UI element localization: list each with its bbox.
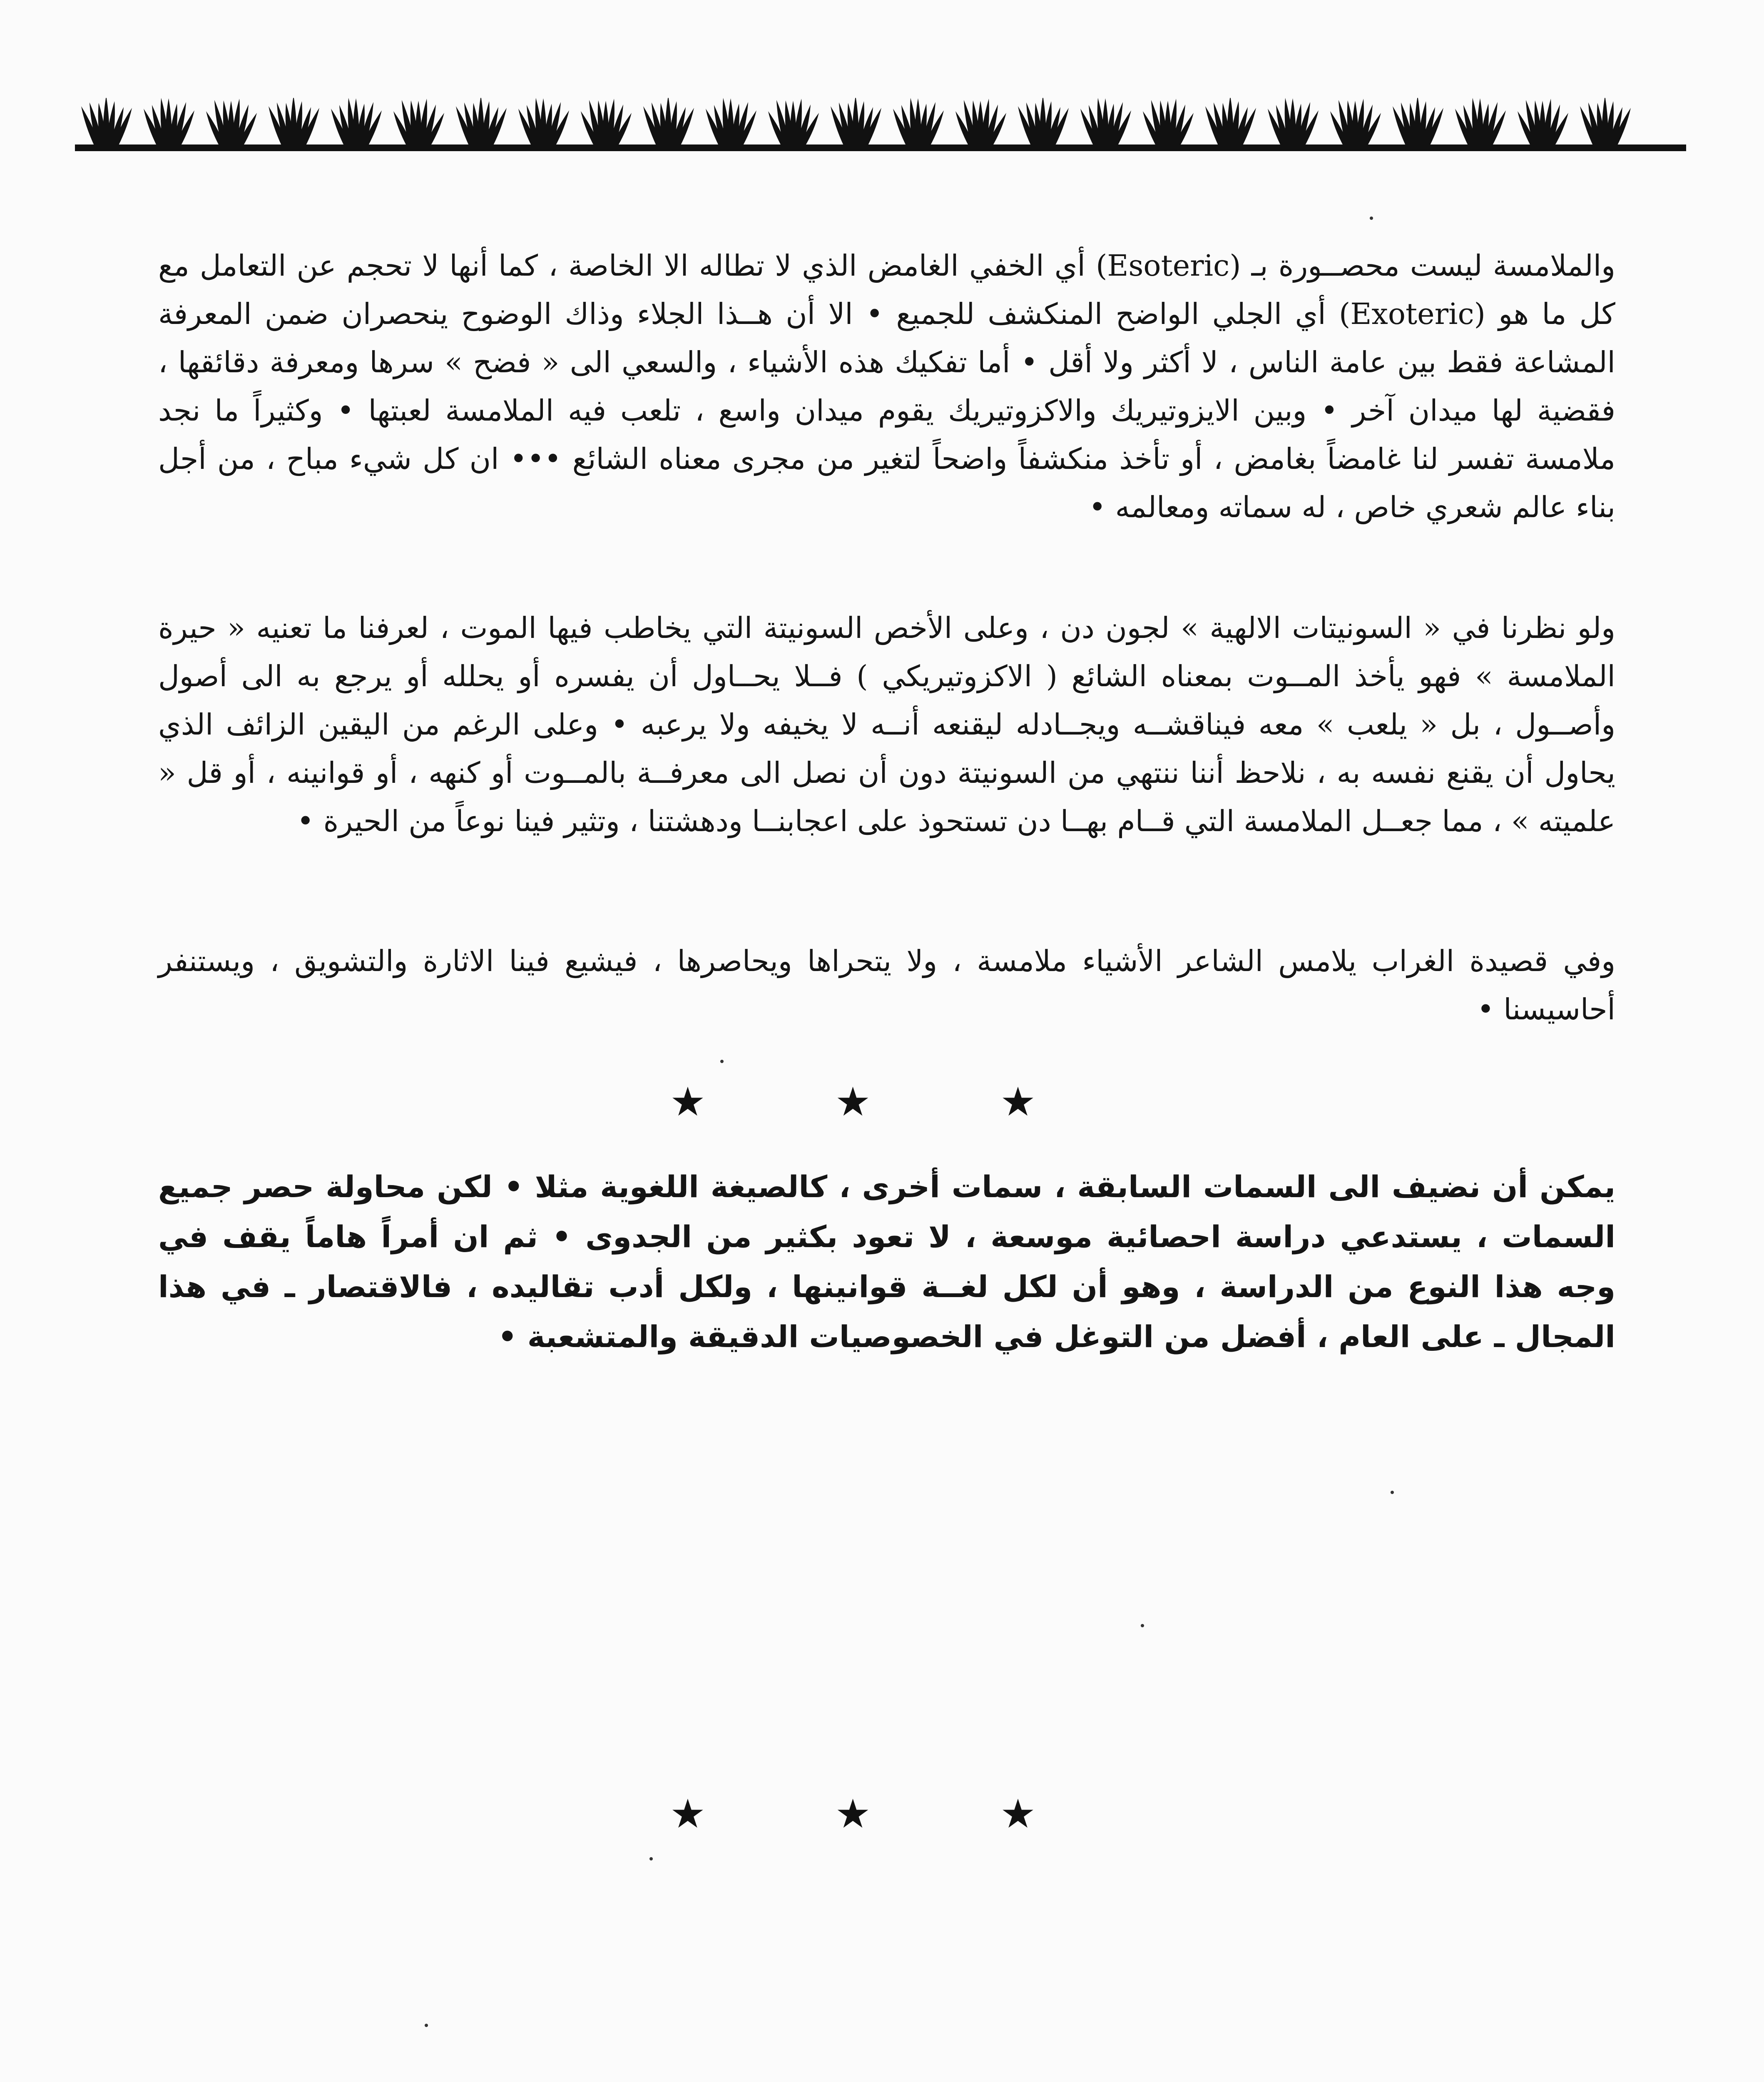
grass-tuft-icon	[393, 99, 444, 146]
grass-tuft-icon	[1580, 98, 1631, 146]
grass-tuft-icon	[456, 98, 507, 146]
paragraph-esoteric-exoteric: والملامسة ليست محصــورة بـ (Esoteric) أي الخفي الغامض الذي لا تطاله الا الخاصة ، كما أنها لا تحجم عن التعامل مع كل ما هو (Exoteric) أي الجلي الواضح المنكشف للجميع • الا أن هــذا الجلاء وذاك الوضوح ينحصران ضمن المعرفة المشاعة فقط بين عامة الناس ، لا أكثر ولا أقل • أما تفكيك هذه الأشياء ، والسعي الى « فضح » سرها ومعرفة دقائقها ، فقضية لها ميدان آخر • وبين الايزوتيريك والاكزوتيريك يقوم ميدان واسع ، تلعب فيه الملامسة لعبتها • وكثيراً ما نجد ملامسة تفسر لنا غامضاً بغامض ، أو تأخذ منكشفاً واضحاً لتغير من مجرى معناه الشائع ••• ان كل شيء مباح ، من أجل بناء عالم شعري خاص ، له سماته ومعالمه •	[158, 249, 1615, 524]
grass-tuft-icon	[1330, 99, 1381, 146]
grass-tuft-icon	[893, 98, 944, 146]
scan-speck	[1370, 217, 1373, 220]
grass-tuft-icon	[1080, 98, 1131, 146]
grass-tuft-icon	[1205, 98, 1256, 146]
grass-tuft-icon	[706, 98, 756, 146]
scan-speck	[1391, 1491, 1394, 1494]
section-separator-stars-lower: ★ ★ ★	[669, 1791, 1095, 1837]
grass-tuft-icon	[1393, 98, 1443, 146]
grass-tuft-icon	[581, 99, 632, 146]
grass-tuft-icon	[144, 98, 194, 146]
section-separator-stars: ★ ★ ★	[669, 1078, 1095, 1125]
scan-speck	[425, 2024, 428, 2027]
grass-tuft-icon	[643, 98, 694, 146]
grass-tuft-icon	[81, 98, 132, 146]
grass-tuft-icon	[831, 98, 881, 146]
scan-speck	[1141, 1624, 1144, 1627]
scan-speck	[720, 1060, 724, 1063]
scan-speck	[649, 1857, 653, 1860]
grass-tuft-icon	[1143, 99, 1194, 146]
grass-tuft-icon	[1268, 98, 1319, 146]
paragraph-donne-sonnets: ولو نظرنا في « السونيتات الالهية » لجون دن ، وعلى الأخص السونيتة التي يخاطب فيها الموت ، لعرفنا ما تعنيه « حيرة الملامسة » فهو يأخذ المــوت بمعناه الشائع ( الاكزوتيريكي ) فــلا يحــاول أن يفسره أو يحلله أو يرجع به الى أصول وأصــول ، بل « يلعب » معه فيناقشــه ويجــادله ليقنعه أنــه لا يخيفه ولا يرعبه • وعلى الرغم من اليقين الزائف الذي يحاول أن يقنع نفسه به ، نلاحظ أننا ننتهي من السونيتة دون أن نصل الى معرفــة بالمــوت أو كنهه ، أو قوانينه ، أو قل « علميته » ، مما جعــل الملامسة التي قــام بهــا دن تستحوذ على اعجابنــا ودهشتنا ، وتثير فينا نوعاً من الحيرة •	[158, 611, 1616, 838]
grass-tuft-icon	[1018, 98, 1069, 146]
decorative-border-icon	[75, 98, 1686, 160]
grass-tuft-icon	[955, 99, 1006, 146]
paragraph-conclusion-bold: يمكن أن نضيف الى السمات السابقة ، سمات أخرى ، كالصيغة اللغوية مثلا • لكن محاولة حصر جميع السمات ، يستدعي دراسة احصائية موسعة ، لا تعود بكثير من الجدوى • ثم ان أمراً هاماً يقف في وجه هذا النوع من الدراسة ، وهو أن لكل لغــة قوانينها ، ولكل أدب تقاليده ، فالاقتصار ـ في هذا المجال ـ على العام ، أفضل من التوغل في الخصوصيات الدقيقة والمتشعبة •	[158, 1169, 1615, 1354]
grass-tuft-icon	[768, 99, 819, 146]
paragraph-raven-poem: وفي قصيدة الغراب يلامس الشاعر الأشياء ملامسة ، ولا يتحراها ويحاصرها ، فيشيع فينا الاثارة والتشويق ، ويستنفر أحاسيسنا •	[158, 944, 1615, 1026]
ornament-baseline	[75, 144, 1686, 151]
grass-tuft-icon	[331, 98, 382, 146]
grass-tuft-icon	[206, 99, 257, 146]
grass-tuft-icon	[518, 98, 569, 146]
grass-tuft-icon	[269, 98, 319, 146]
grass-tuft-icon	[1455, 98, 1506, 146]
grass-tuft-icon	[1518, 99, 1568, 146]
